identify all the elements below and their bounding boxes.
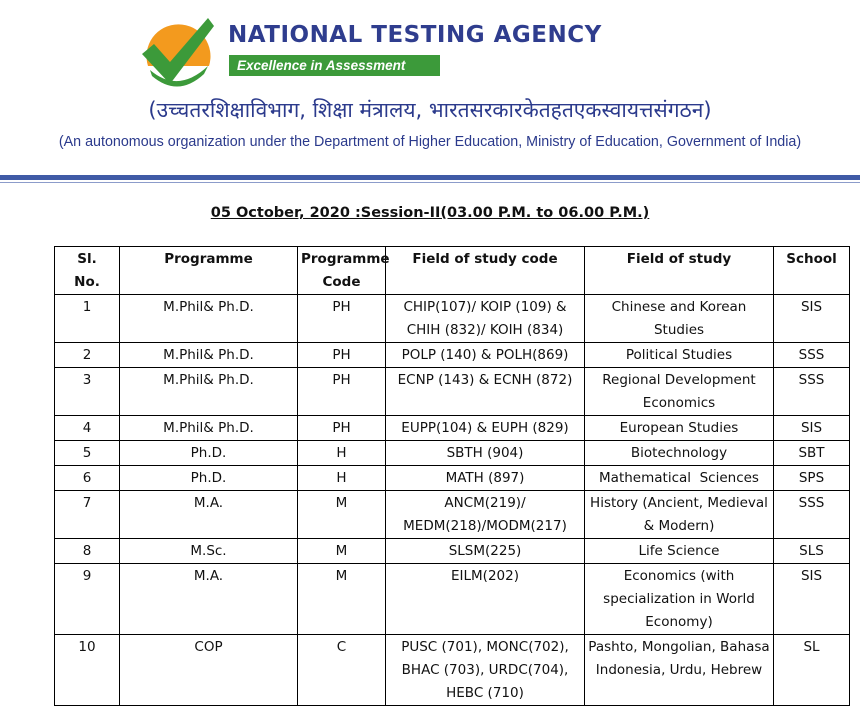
cell-field: Mathematical Sciences — [585, 466, 774, 491]
cell-sl: 3 — [55, 368, 120, 416]
cell-code: C — [298, 635, 386, 706]
english-subtitle: (An autonomous organization under the Department of Higher Education, Ministry of Education, Government of India) — [58, 134, 802, 150]
header-school: School — [774, 247, 850, 295]
cell-programme: M.A. — [120, 564, 298, 635]
cell-field-code: PUSC (701), MONC(702), BHAC (703), URDC(704), HEBC (710) — [386, 635, 585, 706]
cell-programme: M.Sc. — [120, 539, 298, 564]
cell-field: Life Science — [585, 539, 774, 564]
cell-code: H — [298, 466, 386, 491]
table-row — [55, 343, 850, 368]
cell-code: H — [298, 441, 386, 466]
cell-field: Political Studies — [585, 343, 774, 368]
header-divider-thin — [0, 182, 860, 183]
cell-sl: 5 — [55, 441, 120, 466]
header-programme: Programme — [120, 247, 298, 295]
cell-sl: 2 — [55, 343, 120, 368]
table-header-row — [55, 247, 850, 295]
cell-sl: 4 — [55, 416, 120, 441]
cell-field-code: SBTH (904) — [386, 441, 585, 466]
cell-field: Economics (with specialization in World Economy) — [585, 564, 774, 635]
cell-school: SSS — [774, 368, 850, 416]
header-divider — [0, 175, 860, 180]
cell-programme: Ph.D. — [120, 466, 298, 491]
cell-sl: 9 — [55, 564, 120, 635]
cell-field: European Studies — [585, 416, 774, 441]
cell-programme: M.Phil& Ph.D. — [120, 343, 298, 368]
cell-field-code: ECNP (143) & ECNH (872) — [386, 368, 585, 416]
table-row — [55, 466, 850, 491]
cell-programme: M.Phil& Ph.D. — [120, 368, 298, 416]
cell-field-code: SLSM(225) — [386, 539, 585, 564]
cell-school: SIS — [774, 416, 850, 441]
cell-field: History (Ancient, Medieval & Modern) — [585, 491, 774, 539]
table-row — [55, 491, 850, 539]
header-sl-no — [55, 247, 120, 295]
table-row — [55, 368, 850, 416]
hindi-subtitle: (उच्चतरशिक्षाविभाग, शिक्षा मंत्रालय, भारतसरकारकेतहतएकस्वायत्तसंगठन) — [148, 98, 712, 122]
cell-field: Biotechnology — [585, 441, 774, 466]
header-code-line2: Code — [322, 274, 361, 290]
header-sl-line2: No. — [74, 274, 100, 290]
cell-sl: 1 — [55, 295, 120, 343]
cell-code: M — [298, 564, 386, 635]
cell-sl: 10 — [55, 635, 120, 706]
cell-field-code: EUPP(104) & EUPH (829) — [386, 416, 585, 441]
cell-field: Regional Development Economics — [585, 368, 774, 416]
cell-field: Chinese and Korean Studies — [585, 295, 774, 343]
cell-school: SPS — [774, 466, 850, 491]
cell-school: SL — [774, 635, 850, 706]
cell-sl: 8 — [55, 539, 120, 564]
cell-sl: 7 — [55, 491, 120, 539]
cell-sl: 6 — [55, 466, 120, 491]
exam-schedule-table — [54, 246, 850, 706]
cell-programme: COP — [120, 635, 298, 706]
cell-school: SSS — [774, 491, 850, 539]
cell-programme: M.A. — [120, 491, 298, 539]
header-sl-line1: Sl. — [77, 251, 97, 267]
cell-code: PH — [298, 343, 386, 368]
cell-field-code: CHIP(107)/ KOIP (109) & CHIH (832)/ KOIH (834) — [386, 295, 585, 343]
cell-programme: Ph.D. — [120, 441, 298, 466]
cell-code: PH — [298, 295, 386, 343]
tagline-banner: Excellence in Assessment — [229, 55, 440, 76]
cell-school: SIS — [774, 564, 850, 635]
header-programme-code — [298, 247, 390, 295]
table-row — [55, 441, 850, 466]
cell-field: Pashto, Mongolian, Bahasa Indonesia, Urdu, Hebrew — [585, 635, 774, 706]
table-row — [55, 416, 850, 441]
table-row — [55, 295, 850, 343]
cell-school: SLS — [774, 539, 850, 564]
cell-school: SIS — [774, 295, 850, 343]
table-row — [55, 539, 850, 564]
header-field: Field of study — [585, 247, 774, 295]
cell-school: SBT — [774, 441, 850, 466]
cell-school: SSS — [774, 343, 850, 368]
cell-field-code: EILM(202) — [386, 564, 585, 635]
cell-field-code: ANCM(219)/ MEDM(218)/MODM(217) — [386, 491, 585, 539]
cell-code: PH — [298, 368, 386, 416]
cell-field-code: POLP (140) & POLH(869) — [386, 343, 585, 368]
cell-programme: M.Phil& Ph.D. — [120, 295, 298, 343]
session-title: 05 October, 2020 :Session-II(03.00 P.M. to 06.00 P.M.) — [210, 205, 650, 221]
nta-logo-icon — [138, 14, 218, 90]
table-row — [55, 635, 850, 706]
cell-programme: M.Phil& Ph.D. — [120, 416, 298, 441]
page-header — [0, 0, 860, 185]
header-field-code: Field of study code — [386, 247, 585, 295]
cell-field-code: MATH (897) — [386, 466, 585, 491]
org-name: NATIONAL TESTING AGENCY — [228, 22, 602, 48]
header-code-line1: Programme — [301, 251, 390, 267]
table-row — [55, 564, 850, 635]
cell-code: PH — [298, 416, 386, 441]
cell-code: M — [298, 539, 386, 564]
cell-code: M — [298, 491, 386, 539]
